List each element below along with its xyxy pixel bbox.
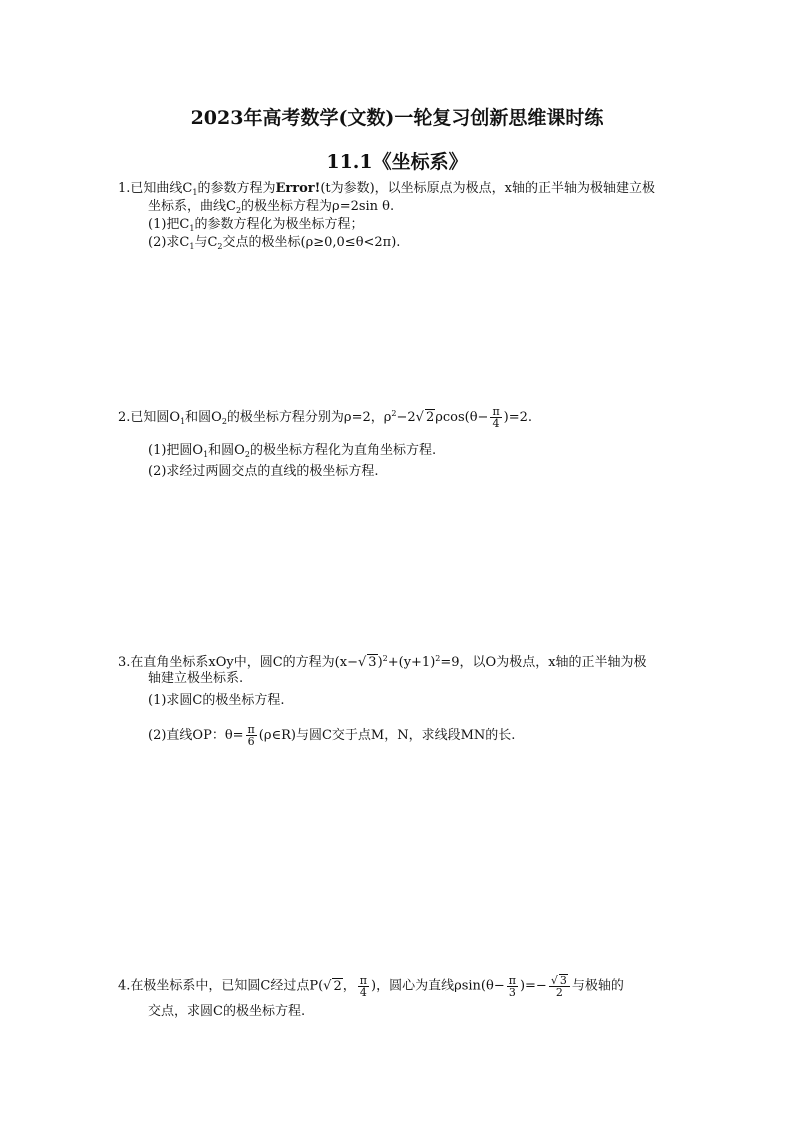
sqrt-sign: √ [415,410,424,425]
q4-fraction-3 [549,974,570,998]
q4-line2: 交点，求圆C的极坐标方程. [148,1004,306,1019]
q3-fraction [246,724,257,747]
q1-line2-a: 坐标系，曲线C [148,199,236,214]
q1-sub: 1 [192,188,198,197]
q4-frac1-num: π [359,973,367,987]
q2-c: 的极坐标方程分别为ρ=2，ρ [226,410,392,425]
q1-text-b: 的参数方程为 [197,181,276,196]
q1-line1 [118,181,655,201]
q1-p2-b: 与C [194,235,218,250]
q4-c: )，圆心为直线ρsin(θ− [371,978,505,994]
q1-error-text: Error! [275,181,321,196]
q4-e: 与极轴的 [571,978,624,994]
q4-d: )=− [519,978,547,994]
q1-p2-sub1: 1 [189,242,195,251]
q3-b: ) [377,655,383,670]
q2-d: −2 [396,410,416,425]
q1-line2-b: 的极坐标方程为ρ=2sin θ. [241,199,395,214]
q3-d: =9，以O为极点，x轴的正半轴为极 [440,655,647,670]
q3-part1: (1)求圆C的极坐标方程. [148,693,285,708]
q3-line1 [118,651,647,671]
q2-frac-den: 4 [492,417,500,430]
q4-fraction-1 [358,975,369,998]
q3-c: +(y+1) [387,655,436,670]
q4-a: 4.在极坐标系中，已知圆C经过点P( [118,978,324,994]
q1-text-a: 1.已知曲线C [118,181,193,196]
q1-part2 [148,235,400,255]
q3-frac-num: π [247,723,255,736]
q2-frac-num: π [492,405,500,418]
q4-b: ， [342,978,356,994]
q2-line1 [118,406,532,430]
q1-p1-a: (1)把C [148,217,190,232]
q3-a: 3.在直角坐标系xOy中，圆C的方程为(x− [118,655,358,670]
q3-frac-den: 6 [247,735,255,748]
q2-e: ρcos(θ− [435,410,489,425]
q1-part1 [148,217,363,237]
section-title: 11.1《坐标系》 [326,151,468,173]
q1-p1-b: 的参数方程化为极坐标方程； [194,217,364,232]
q2-p1-sub2: 2 [244,450,250,459]
q2-sub2: 2 [221,417,227,426]
q4-line1 [118,974,624,998]
q1-p2-sub2: 2 [217,242,223,251]
sqrt-sign: √ [357,655,367,670]
q1-p2-c: 交点的极坐标(ρ≥0,0≤θ<2π). [222,235,401,250]
q2-p1-b: 和圆O [208,443,245,458]
q2-p1-a: (1)把圆O [148,443,204,458]
q2-sqrt-value: 2 [425,410,435,425]
q2-b: 和圆O [185,410,222,425]
q3-sup1: 2 [382,654,388,663]
q4-frac2-den: 3 [508,985,516,999]
q1-line2-sub: 2 [235,206,242,215]
q2-part2: (2)求经过两圆交点的直线的极坐标方程. [148,464,379,479]
q3-sup2: 2 [435,654,441,663]
q2-sub1: 1 [180,417,186,426]
q1-text-c: (t为参数)，以坐标原点为极点，x轴的正半轴为极轴建立极 [320,181,656,196]
q4-fraction-2 [507,975,518,998]
sqrt-sign: √ [323,978,332,994]
q3-p2-b: (ρ∈R)与圆C交于点M，N，求线段MN的长. [258,728,516,743]
q1-p2-a: (2)求C [148,235,190,250]
q3-sqrt-value: 3 [368,655,377,670]
q4-sqrt-value: 2 [333,978,342,994]
q2-part1 [148,443,436,463]
document-title: 2023年高考数学(文数)一轮复习创新思维课时练 [190,107,604,129]
q2-p1-c: 的极坐标方程化为直角坐标方程. [249,443,437,458]
q3-p2-a: (2)直线OP：θ= [148,728,244,743]
q4-frac3-den: 2 [555,986,563,999]
q4-frac2-num: π [508,973,516,987]
q2-a: 2.已知圆O [118,410,181,425]
q2-fraction [490,406,501,429]
q1-p1-sub: 1 [189,224,195,233]
q3-part2 [148,724,515,747]
q1-line2 [148,199,394,219]
q2-sup: 2 [391,409,397,418]
q2-f: )=2. [503,410,533,425]
q3-line2: 轴建立极坐标系. [148,671,244,686]
sqrt-sign: √ [550,974,558,987]
q4-frac1-den: 4 [359,985,367,999]
q4-frac3-sqrt: 3 [559,974,567,987]
q2-p1-sub1: 1 [203,450,209,459]
